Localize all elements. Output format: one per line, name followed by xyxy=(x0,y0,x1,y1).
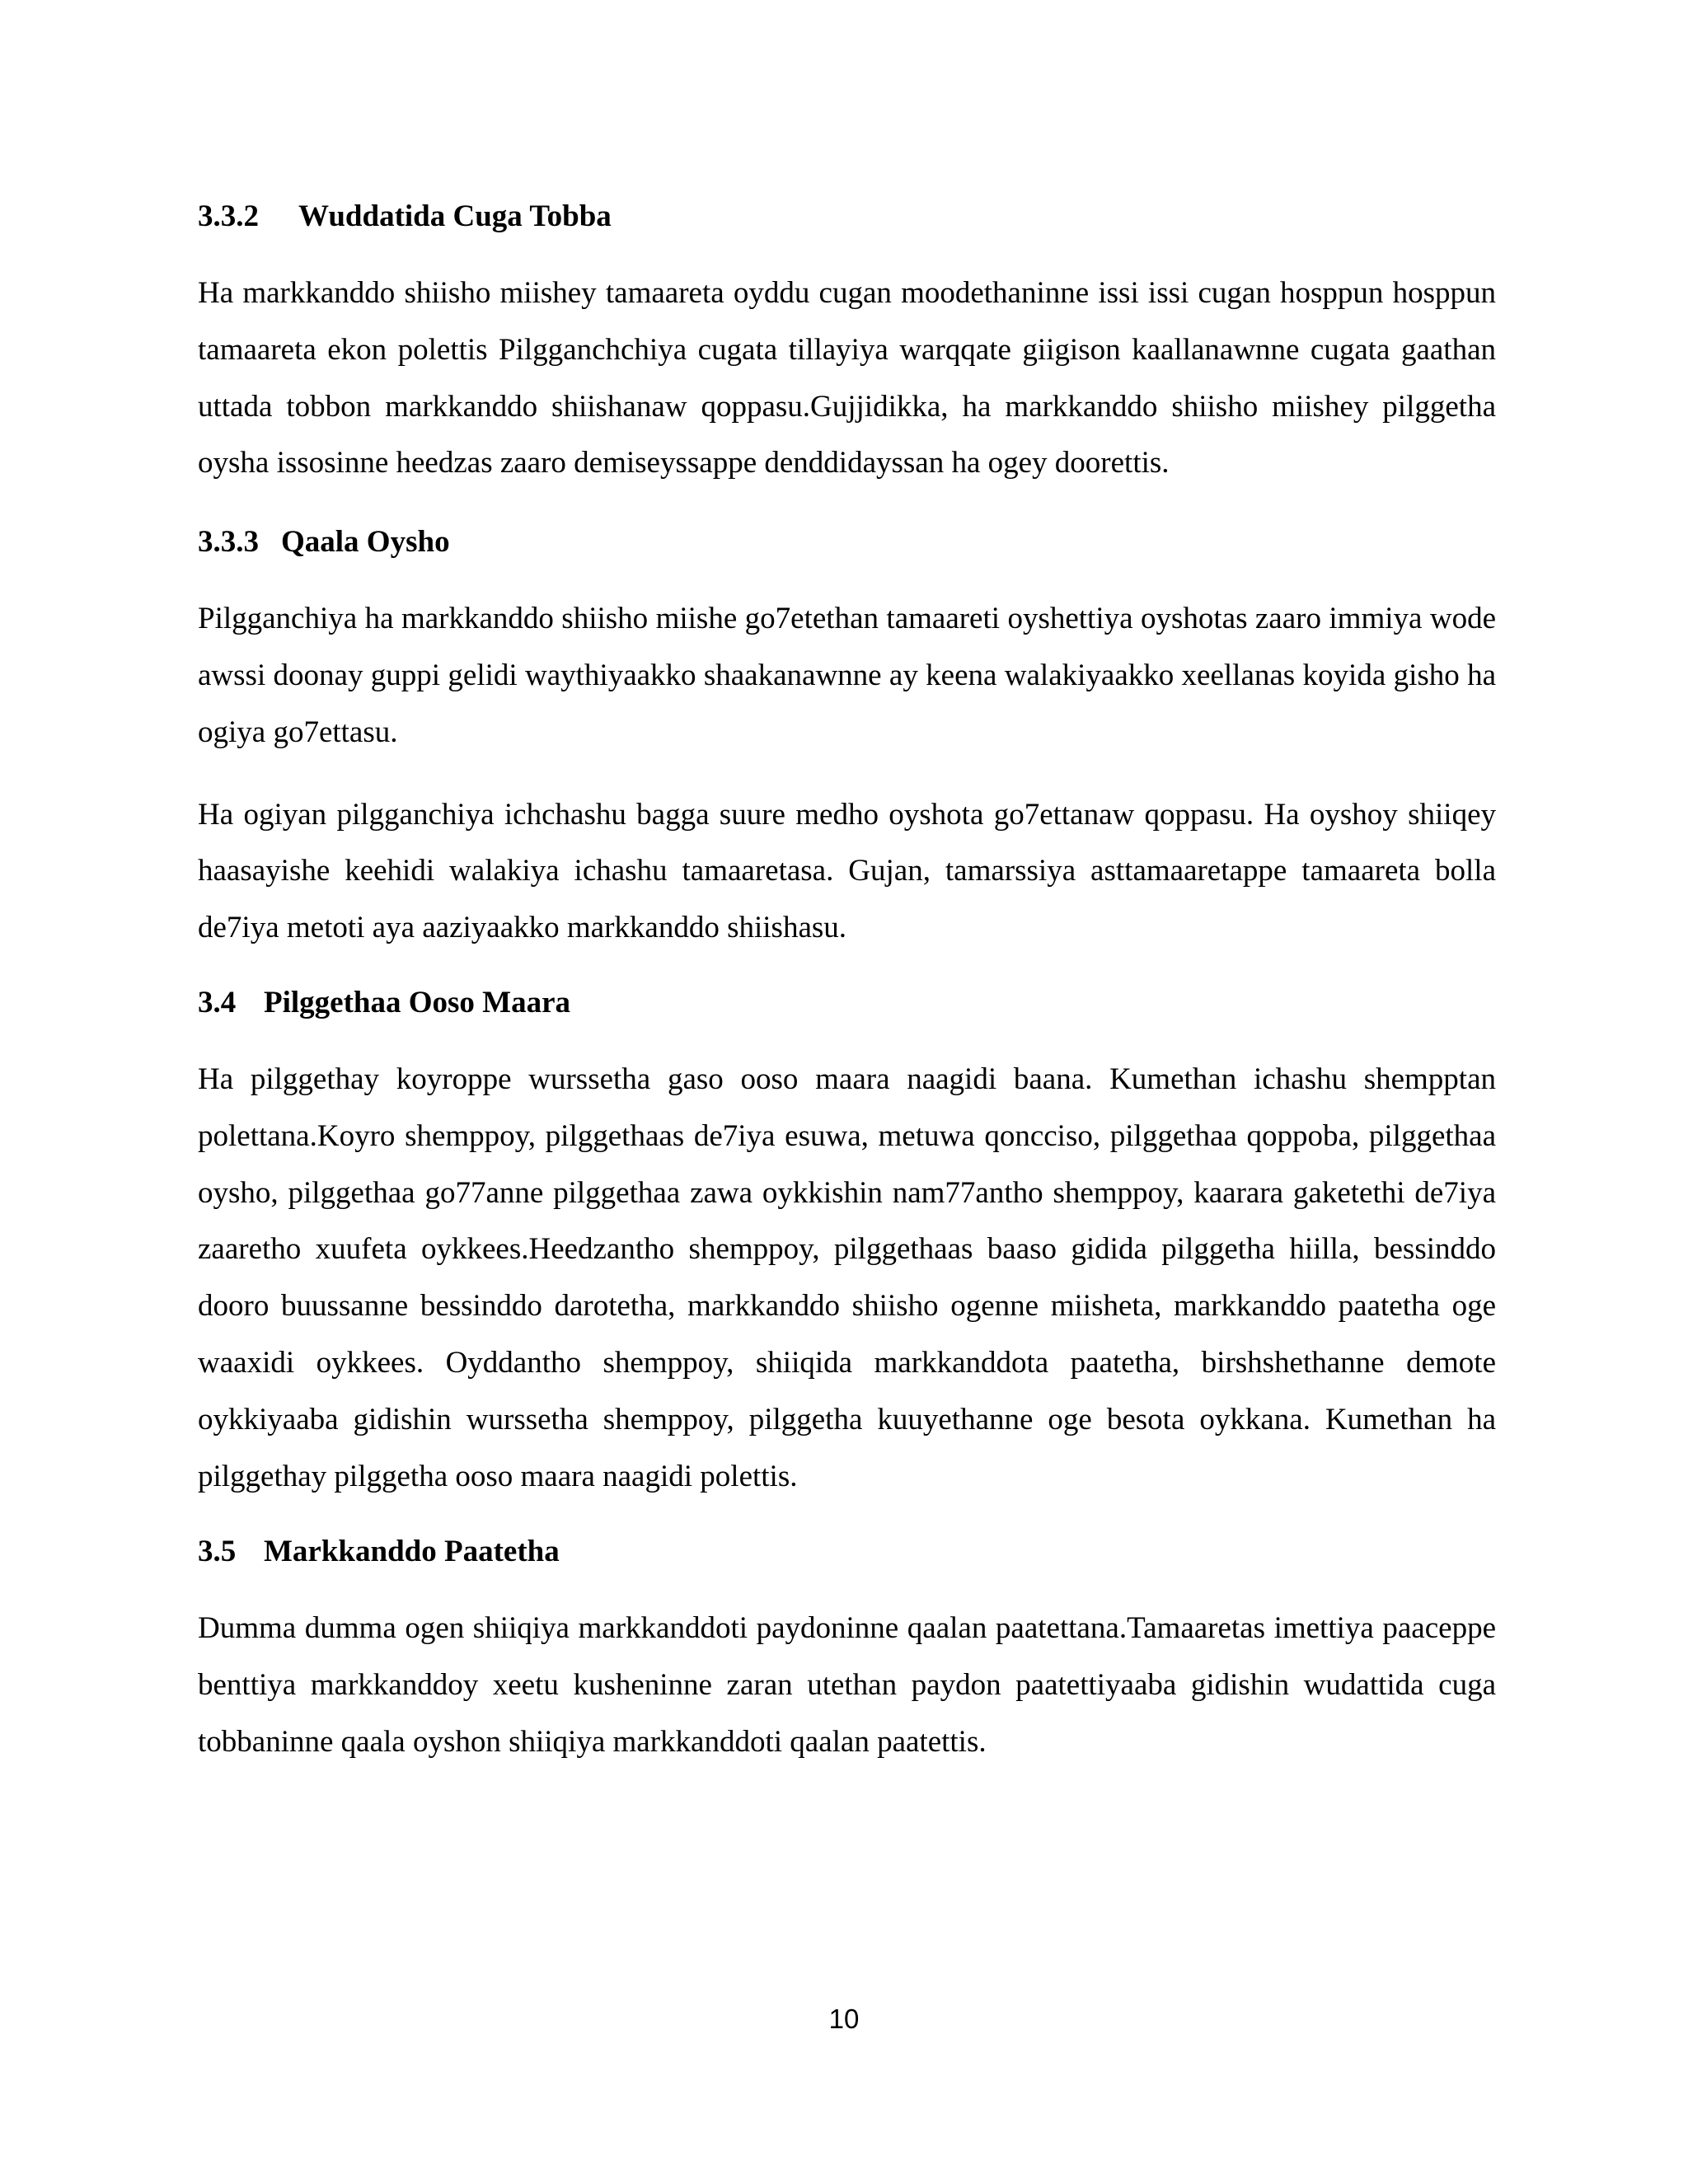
section-number: 3.3.3 xyxy=(198,525,259,560)
paragraph: Ha markkanddo shiisho miishey tamaareta oyddu cugan moodethaninne issi issi cugan hosppun hosppun tamaareta ekon polettis Pilgganchchiya cugata tillayiya warqqate giigison kaallanawnne cugata gaathan uttada tobbon markkanddo shiishanaw qoppasu.Gujjidikka, ha markkanddo shiisho miishey pilggetha oysha issosinne heedzas zaaro demiseyssappe denddidayssan ha ogey doorettis. xyxy=(198,276,1496,480)
section-number: 3.4 xyxy=(198,985,237,1019)
paragraph: Ha ogiyan pilgganchiya ichchashu bagga suure medho oyshota go7ettanaw qoppasu. Ha oyshoy shiiqey haasayishe keehidi walakiya ichashu tamaaretasa. Gujan, tamarssiya asttamaaretappe tamaareta bolla de7iya metoti aya aaziyaakko markkanddo shiishasu. xyxy=(198,797,1496,945)
section-heading-3-4 xyxy=(198,982,1496,1024)
section-title: Pilggethaa Ooso Maara xyxy=(264,985,571,1019)
section-heading-3-3-2 xyxy=(198,196,1496,237)
paragraph: Dumma dumma ogen shiiqiya markkanddoti paydoninne qaalan paatettana.Tamaaretas imettiya paaceppe benttiya markkanddoy xeetu kusheninne zaran utethan paydon paatettiyaaba gidishin wudattida cuga tobbaninne qaala oyshon shiiqiya markkanddoti qaalan paatettis. xyxy=(198,1611,1496,1759)
section-number: 3.3.2 xyxy=(198,199,259,233)
section-title: Qaala Oysho xyxy=(281,525,450,560)
paragraph: Ha pilggethay koyroppe wurssetha gaso ooso maara naagidi baana. Kumethan ichashu shempptan polettana.Koyro shemppoy, pilggethaas de7iya esuwa, metuwa qoncciso, pilggethaa qoppoba, pilggethaa oysho, pilggethaa go77anne pilggethaa zawa oykkishin nam77antho shemppoy, kaarara gaketethi de7iya zaaretho xuufeta oykkees.Heedzantho shemppoy, pilggethaas baaso gidida pilggetha hiilla, bessinddo dooro buussanne bessinddo darotetha, markkanddo shiisho ogenne miisheta, markkanddo paatetha oge waaxidi oykkees. Oyddantho shemppoy, shiiqida markkanddota paatetha, birshshethanne demote oykkiyaaba gidishin wurssetha shemppoy, pilggetha kuuyethanne oge besota oykkana. Kumethan ha pilggethay pilggetha ooso maara naagidi polettis. xyxy=(198,1062,1496,1493)
document-page xyxy=(198,196,1496,1771)
section-heading-3-3-3 xyxy=(198,522,1496,563)
paragraph: Pilgganchiya ha markkanddo shiisho miishe go7etethan tamaareti oyshettiya oyshotas zaaro immiya wode awssi doonay guppi gelidi waythiyaakko shaakanawnne ay keena walakiyaakko xeellanas koyida gisho ha ogiya go7ettasu. xyxy=(198,602,1496,749)
page-number: 10 xyxy=(828,2004,860,2034)
section-number: 3.5 xyxy=(198,1535,237,1569)
section-title: Wuddatida Cuga Tobba xyxy=(298,199,612,233)
section-heading-3-5 xyxy=(198,1531,1496,1572)
section-title: Markkanddo Paatetha xyxy=(264,1535,560,1569)
